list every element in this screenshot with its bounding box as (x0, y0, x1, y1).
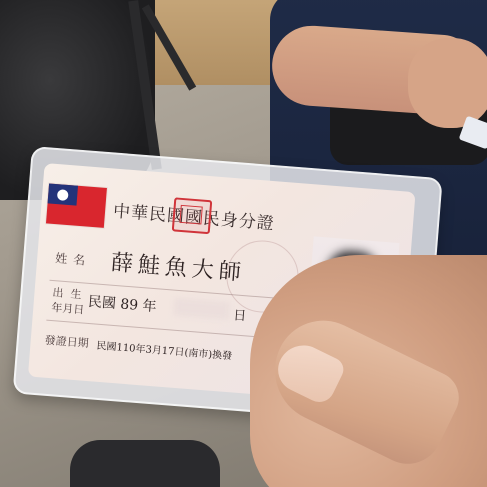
name-value: 薛鮭魚大師 (110, 250, 247, 287)
birth-value: 民國 89 年 (87, 293, 158, 316)
flag-canton (48, 183, 78, 205)
person-hand (408, 38, 487, 128)
flag-sun-icon (57, 189, 69, 201)
seal-inner (179, 205, 202, 225)
shoe (70, 440, 220, 487)
birth-date-blur (173, 298, 230, 320)
seal-stamp-icon (172, 197, 213, 234)
birth-label-line2: 年月日 (50, 301, 85, 317)
birth-label-line1: 出生 (52, 286, 89, 302)
birth-day-suffix: 日 (232, 308, 247, 325)
name-label: 姓名 (54, 251, 92, 268)
flag-icon (46, 183, 107, 227)
issue-date-label: 發證日期 (44, 333, 90, 351)
card-title: 中華民國國民身分證 (112, 201, 276, 235)
issue-date-value: 民國110年3月17日(南市)換發 (96, 340, 233, 363)
